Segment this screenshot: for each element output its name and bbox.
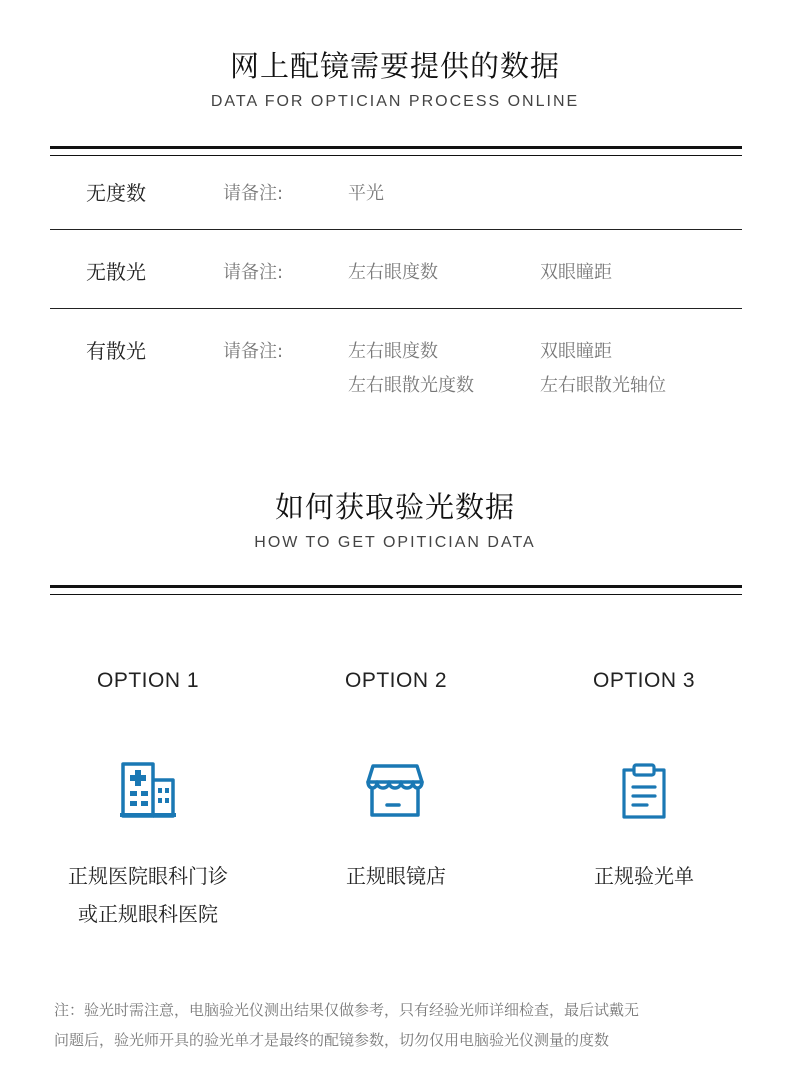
section1-rule-thin	[50, 155, 742, 156]
row-label: 有散光	[86, 339, 146, 363]
hospital-icon	[118, 760, 178, 820]
row-value: 双眼瞳距	[540, 262, 612, 283]
option-3-desc: 正规验光单	[594, 864, 694, 888]
row-value: 左右眼散光轴位	[540, 375, 666, 396]
section2-rule-thin	[50, 594, 742, 595]
section1-title: 网上配镜需要提供的数据	[229, 49, 560, 83]
row-value: 左右眼度数	[348, 262, 438, 283]
option-2-title: OPTION 2	[344, 669, 448, 692]
row-note: 请备注:	[223, 183, 284, 204]
row-label: 无度数	[86, 181, 146, 205]
row-value: 左右眼散光度数	[348, 375, 474, 396]
row-divider	[50, 308, 742, 309]
option-1-desc	[18, 857, 278, 933]
option-2-desc: 正规眼镜店	[346, 864, 446, 888]
row-value: 平光	[348, 183, 384, 204]
section1-rule-thick	[50, 146, 742, 149]
section2-title: 如何获取验光数据	[274, 490, 515, 524]
section1-subtitle: DATA FOR OPTICIAN PROCESS ONLINE	[210, 93, 580, 110]
row-label: 无散光	[86, 260, 146, 284]
option-1-title: OPTION 1	[96, 669, 200, 692]
option-1-desc-line2: 或正规眼科医院	[78, 902, 218, 926]
row-value: 双眼瞳距	[540, 341, 612, 362]
option-1-desc-line1: 正规医院眼科门诊	[68, 864, 228, 888]
footnote-line1: 注：验光时需注意，电脑验光仪测出结果仅做参考，只有经验光师详细检查，最后试戴无	[54, 1001, 640, 1019]
row-divider	[50, 229, 742, 230]
option-3-title: OPTION 3	[592, 669, 696, 692]
row-note: 请备注:	[223, 341, 284, 362]
section2-rule-thick	[50, 585, 742, 588]
footnote-line2: 问题后，验光师开具的验光单才是最终的配镜参数，切勿仅用电脑验光仪测量的度数	[54, 1031, 610, 1049]
footnote	[54, 995, 744, 1055]
clipboard-icon	[614, 760, 674, 820]
row-note: 请备注:	[223, 262, 284, 283]
storefront-icon	[365, 760, 425, 820]
section2-subtitle: HOW TO GET OPITICIAN DATA	[254, 534, 536, 551]
row-value: 左右眼度数	[348, 341, 438, 362]
